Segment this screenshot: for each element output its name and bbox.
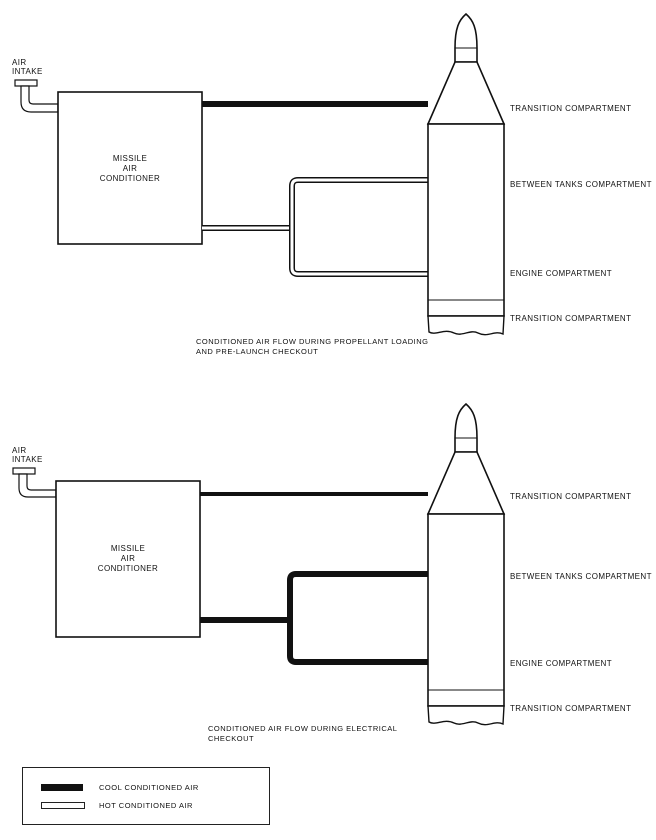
top-transition-compartment-upper: TRANSITION COMPARTMENT [510, 104, 632, 113]
bottom-transition-compartment-upper: TRANSITION COMPARTMENT [510, 492, 632, 501]
bottom-cool-air-lines [200, 574, 428, 662]
top-box-label-3: CONDITIONER [99, 174, 161, 183]
bottom-air-intake-pipe [13, 468, 56, 497]
bottom-caption-line-2: CHECKOUT [208, 734, 255, 743]
top-caption-line-2: AND PRE-LAUNCH CHECKOUT [196, 347, 319, 356]
top-box-label-1: MISSILE [112, 154, 148, 163]
bottom-box-label-1: MISSILE [110, 544, 146, 553]
top-air-intake-label-2: INTAKE [12, 67, 43, 76]
bottom-caption-line-1: CONDITIONED AIR FLOW DURING ELECTRICAL [208, 724, 398, 733]
cool-air-swatch-icon [41, 784, 83, 791]
bottom-box-label-3: CONDITIONER [97, 564, 159, 573]
bottom-missile [428, 404, 504, 725]
bottom-engine-compartment: ENGINE COMPARTMENT [510, 659, 613, 668]
hot-air-swatch-icon [41, 802, 85, 809]
top-air-intake-label-1: AIR [12, 58, 27, 67]
top-box-label-2: AIR [122, 164, 138, 173]
legend-cool-label: COOL CONDITIONED AIR [99, 783, 199, 792]
top-transition-compartment-lower: TRANSITION COMPARTMENT [510, 314, 632, 323]
top-caption-line-1: CONDITIONED AIR FLOW DURING PROPELLANT LOADING [196, 337, 429, 346]
legend [22, 767, 270, 825]
top-missile [428, 14, 504, 335]
top-air-intake-pipe [15, 80, 58, 112]
top-engine-compartment: ENGINE COMPARTMENT [510, 269, 613, 278]
bottom-air-intake-label-2: INTAKE [12, 455, 43, 464]
bottom-between-tanks-compartment: BETWEEN TANKS COMPARTMENT [510, 572, 652, 581]
top-cool-air-line [202, 101, 428, 107]
top-between-tanks-compartment: BETWEEN TANKS COMPARTMENT [510, 180, 652, 189]
bottom-air-intake-label-1: AIR [12, 446, 27, 455]
bottom-transition-compartment-lower: TRANSITION COMPARTMENT [510, 704, 632, 713]
legend-hot-label: HOT CONDITIONED AIR [99, 801, 193, 810]
bottom-box-label-2: AIR [120, 554, 136, 563]
top-hot-air-lines [202, 180, 428, 274]
bottom-cool-air-line-upper [200, 492, 428, 496]
